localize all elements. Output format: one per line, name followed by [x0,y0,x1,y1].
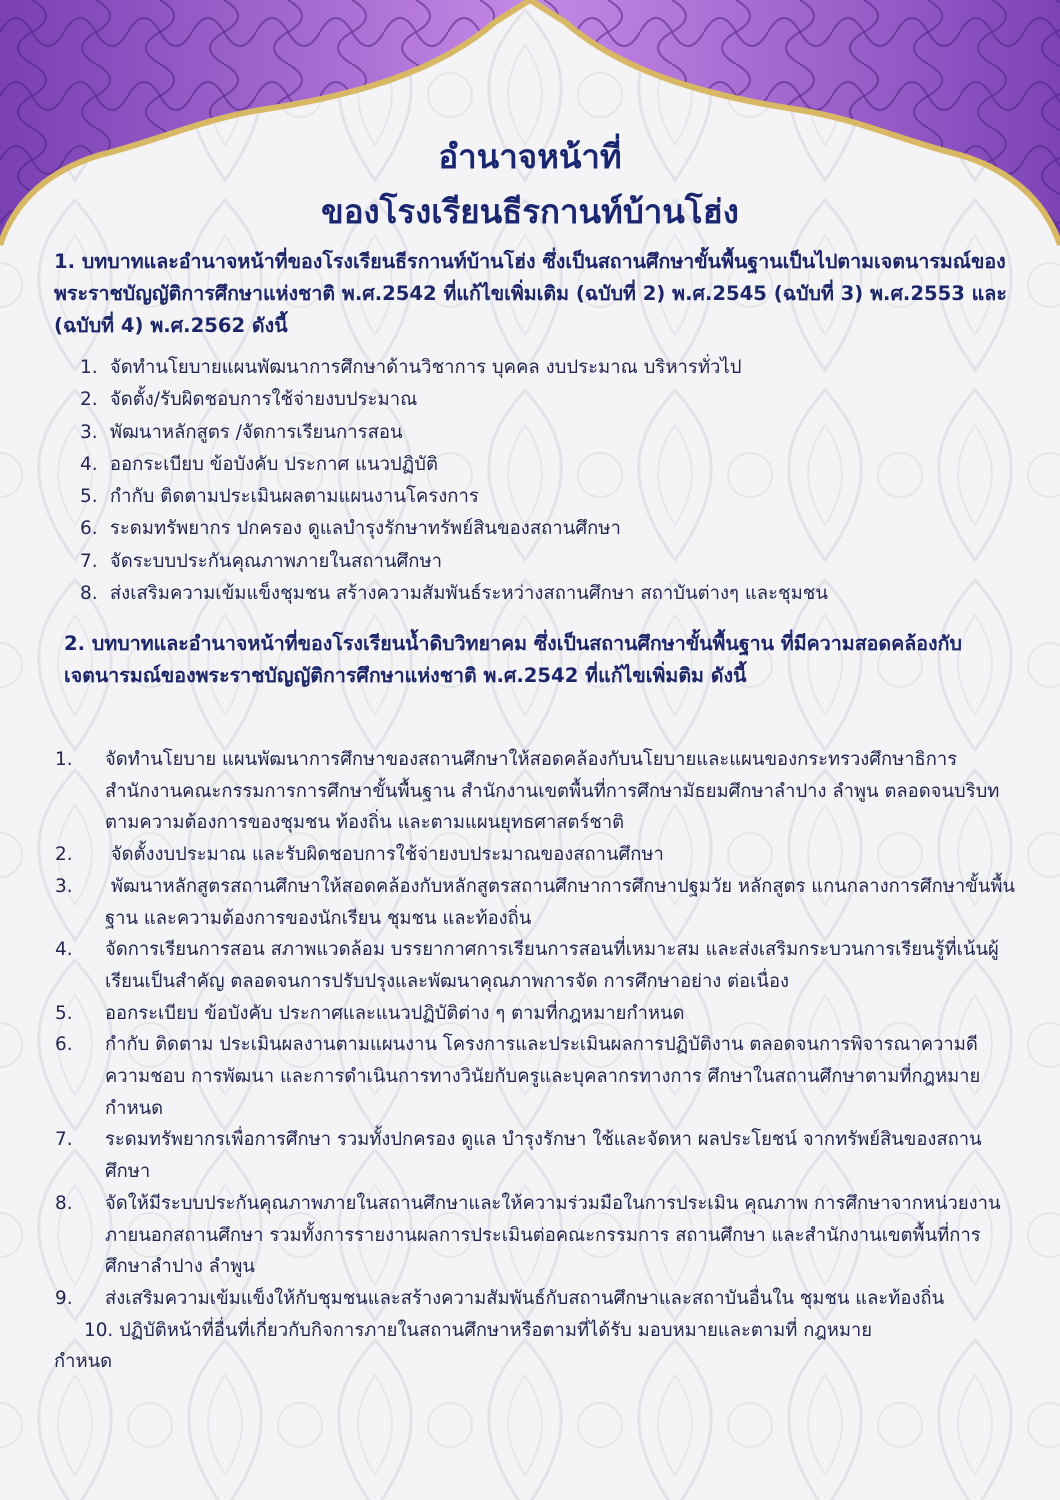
section1-list [80,352,1040,610]
item-number: 8. [55,1192,73,1214]
list-item [80,352,1040,384]
item-text: กำกับ ติดตาม ประเมินผลงานตามแผนงาน โครงการและประเมินผลการปฏิบัติงาน ตลอดจนการพิจารณาความดีความชอบ การพัฒนา และการดำเนินการทางวินัยกับครูและบุคลากรทางการ ศึกษาในสถานศึกษาตามที่กฎหมายกำหนด [105,1034,981,1119]
item-text: จัดทำนโยบายแผนพัฒนาการศึกษาด้านวิชาการ บุคคล งบประมาณ บริหารทั่วไป [109,357,742,378]
item-number: 5. [55,1002,73,1024]
section1-heading: 1. บทบาทและอำนาจหน้าที่ของโรงเรียนธีรกานท์บ้านโฮ่ง ซึ่งเป็นสถานศึกษาขั้นพื้นฐานเป็นไปตามเจตนารมณ์ของพระราชบัญญัติการศึกษาแห่งชาติ พ.ศ.2542 ที่แก้ไขเพิ่มเติม (ฉบับที่ 2) พ.ศ.2545 (ฉบับที่ 3) พ.ศ.2553 และ (ฉบับที่ 4) พ.ศ.2562 ดังนี้ [54,250,1007,337]
item-text: ส่งเสริมความเข้มแข็งให้กับชุมชนและสร้างความสัมพันธ์กับสถานศึกษาและสถาบันอื่นใน ชุมชน และท้องถิ่น [105,1287,945,1309]
item-number: 1. [80,357,98,378]
item-number: 1. [55,749,73,770]
item-number: 3. [80,421,98,443]
list-item [80,417,1040,449]
item-number: 7. [55,1129,73,1151]
item-number: 8. [80,583,98,605]
item-number: 4. [55,939,73,961]
item-text: ระดมทรัพยากรเพื่อการศึกษา รวมทั้งปกครอง ดูแล บำรุงรักษา ใช้และจัดหา ผลประโยชน์ จากทรัพย์สินของสถานศึกษา [105,1129,982,1183]
item-text: ออกระเบียบ ข้อบังคับ ประกาศและแนวปฏิบัติต่าง ๆ ตามที่กฎหมายกำหนด [105,1002,685,1024]
item-text: จัดระบบประกันคุณภาพภายในสถานศึกษา [109,550,443,572]
list-item [80,449,1040,481]
item-text: จัดตั้ง/รับผิดชอบการใช้จ่ายงบประมาณ [109,389,418,411]
list-item [55,998,1020,1030]
page-subtitle: ของโรงเรียนธีรกานท์บ้านโฮ่ง [321,192,739,231]
item-number: 6. [55,1034,73,1056]
item-text: ออกระเบียบ ข้อบังคับ ประกาศ แนวปฏิบัติ [109,453,438,475]
list-item [55,839,1020,871]
list-item [80,384,1040,416]
item-text-continuation: กำหนด [54,1351,113,1373]
list-item [54,1315,1020,1378]
list-item [55,1124,1020,1187]
item-text: ระดมทรัพยากร ปกครอง ดูแลบำรุงรักษาทรัพย์สินของสถานศึกษา [109,518,621,540]
item-text: จัดให้มีระบบประกันคุณภาพภายในสถานศึกษาและให้ความร่วมมือในการประเมิน คุณภาพ การศึกษาจากหน่วยงานภายนอกสถานศึกษา รวมทั้งการรายงานผลการประเมินต่อคณะกรรมการ สถานศึกษา และสำนักงานเขตพื้นที่การศึกษาลำปาง ลำพูน [105,1192,1001,1278]
item-number: 2. [80,389,98,411]
item-number: 4. [80,453,98,475]
item-text: พัฒนาหลักสูตร /จัดการเรียนการสอน [109,421,403,443]
list-item [55,871,1020,934]
item-number: 6. [80,518,98,540]
list-item [55,1283,1020,1315]
item-text: พัฒนาหลักสูตรสถานศึกษาให้สอดคล้องกับหลักสูตรสถานศึกษาการศึกษาปฐมวัย หลักสูตร แกนกลางการศึกษาขั้นพื้นฐาน และความต้องการของนักเรียน ชุมชน และท้องถิ่น [105,875,1016,929]
list-item [80,481,1040,513]
item-text: ส่งเสริมความเข้มแข็งชุมชน สร้างความสัมพันธ์ระหว่างสถานศึกษา สถาบันต่างๆ และชุมชน [109,583,829,605]
list-item [55,934,1020,997]
list-item [80,578,1040,610]
list-item [55,1029,1020,1124]
item-text: ปฏิบัติหน้าที่อื่นที่เกี่ยวกับกิจการภายในสถานศึกษาหรือตามที่ได้รับ มอบหมายและตามที่ กฎหมาย [119,1319,873,1341]
item-number: 7. [80,550,98,572]
item-number: 5. [80,486,98,508]
item-text: กำกับ ติดตามประเมินผลตามแผนงานโครงการ [109,486,479,508]
item-text: จัดตั้งงบประมาณ และรับผิดชอบการใช้จ่ายงบประมาณของสถานศึกษา [110,844,664,866]
item-text: จัดการเรียนการสอน สภาพแวดล้อม บรรยากาศการเรียนการสอนที่เหมาะสม และส่งเสริมกระบวนการเรียนรู้ที่เน้นผู้เรียนเป็นสำคัญ ตลอดจนการปรับปรุงและพัฒนาคุณภาพการจัด การศึกษาอย่าง ต่อเนื่อง [105,939,999,992]
page-title: อำนาจหน้าที่ [438,137,622,176]
item-text: จัดทำนโยบาย แผนพัฒนาการศึกษาของสถานศึกษาให้สอดคล้องกับนโยบายและแผนของกระทรวงศึกษาธิการ สำนักงานคณะกรรมการการศึกษาขั้นพื้นฐาน สำนักงานเขตพื้นที่การศึกษามัธยมศึกษาลำปาง ลำพูน ตลอดจนบริบทตามความต้องการของชุมชน ท้องถิ่น และตามแผนยุทธศาสตร์ชาติ [105,749,1000,834]
item-number: 10. [84,1319,114,1341]
item-number: 9. [55,1287,73,1309]
list-item [55,1188,1020,1283]
section2-heading: 2. บทบาทและอำนาจหน้าที่ของโรงเรียนน้ำดิบวิทยาคม ซึ่งเป็นสถานศึกษาขั้นพื้นฐาน ที่มีความสอดคล้องกับเจตนารมณ์ของพระราชบัญญัติการศึกษาแห่งชาติ พ.ศ.2542 ที่แก้ไขเพิ่มติม ดังนี้ [64,632,962,687]
list-item [80,546,1040,578]
section2-list [54,744,1020,1378]
list-item [80,513,1040,545]
item-number: 3. [55,875,73,897]
item-number: 2. [55,844,73,866]
list-item [55,744,1020,839]
